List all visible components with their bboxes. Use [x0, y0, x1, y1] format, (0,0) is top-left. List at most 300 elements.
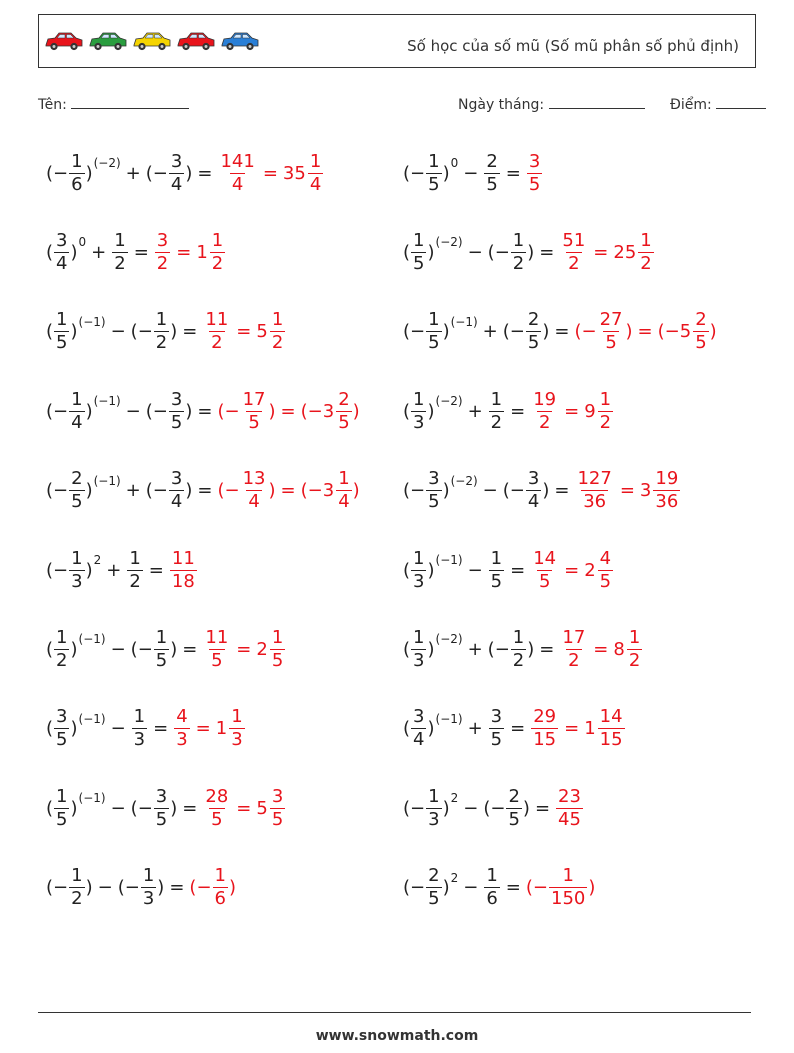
exponent: (−1) — [78, 791, 106, 806]
open-paren: ( — [46, 480, 54, 502]
operator: = — [593, 638, 609, 660]
fraction — [270, 309, 285, 354]
fraction — [484, 151, 499, 196]
answer — [526, 151, 543, 196]
open-paren: ( — [525, 877, 533, 899]
close-paren: ) — [442, 877, 450, 899]
problem-2 — [403, 143, 543, 203]
numerator: 1 — [413, 229, 425, 251]
numerator: 23 — [558, 785, 581, 807]
denominator: 2 — [129, 570, 141, 592]
exponent: (−1) — [450, 314, 478, 329]
fraction — [169, 151, 184, 196]
fraction — [229, 706, 244, 751]
open-paren: ( — [217, 400, 225, 422]
numerator: 2 — [695, 309, 707, 331]
open-paren: ( — [46, 638, 54, 660]
numerator: 1 — [490, 547, 503, 569]
minus-sign: − — [53, 559, 69, 581]
minus-sign: − — [224, 400, 240, 422]
fraction — [575, 468, 613, 513]
fraction — [54, 230, 69, 275]
denominator: 3 — [176, 729, 188, 751]
operator: = — [539, 638, 555, 660]
close-paren: ) — [709, 321, 717, 343]
whole-number: 1 — [196, 241, 208, 263]
numerator: 28 — [205, 785, 229, 807]
denominator: 5 — [538, 570, 551, 592]
open-paren: ( — [46, 321, 54, 343]
fraction — [484, 865, 499, 910]
denominator: 5 — [56, 332, 68, 354]
problem-13 — [46, 619, 286, 679]
fraction — [598, 309, 625, 354]
operator: = — [148, 559, 164, 581]
close-paren: ) — [170, 638, 178, 660]
numerator: 2 — [338, 388, 350, 410]
denominator: 5 — [428, 173, 440, 195]
operator: = — [505, 162, 521, 184]
open-paren: ( — [574, 321, 582, 343]
numerator: 11 — [205, 626, 229, 648]
fraction — [526, 468, 541, 513]
problem-1 — [46, 143, 324, 203]
denominator: 2 — [156, 252, 169, 274]
numerator: 17 — [242, 388, 266, 410]
denominator: 4 — [527, 491, 540, 513]
denominator: 2 — [538, 411, 551, 433]
denominator: 5 — [211, 808, 223, 830]
date-label: Ngày tháng: — [458, 97, 545, 113]
open-paren: ( — [403, 877, 411, 899]
score-field — [670, 95, 766, 113]
minus-sign: − — [152, 480, 168, 502]
minus-sign: − — [509, 480, 525, 502]
denominator: 3 — [133, 729, 146, 751]
minus-sign: − — [224, 480, 240, 502]
exponent: 0 — [450, 156, 459, 170]
numerator: 1 — [56, 785, 68, 807]
exponent: (−1) — [78, 711, 106, 726]
close-paren: ) — [542, 321, 550, 343]
answer — [217, 468, 359, 513]
close-paren: ) — [85, 480, 93, 502]
fraction — [693, 309, 708, 354]
fraction — [308, 151, 323, 196]
open-paren: ( — [117, 877, 125, 899]
open-paren: ( — [46, 400, 54, 422]
minus-sign: − — [494, 638, 510, 660]
numerator: 3 — [155, 785, 168, 807]
fraction — [411, 706, 426, 751]
denominator: 45 — [558, 808, 581, 830]
denominator: 6 — [486, 888, 498, 910]
open-paren: ( — [502, 480, 510, 502]
name-label: Tên: — [38, 97, 67, 113]
fraction — [426, 151, 441, 196]
fraction — [411, 627, 426, 672]
numerator: 1 — [271, 626, 284, 648]
fraction — [531, 548, 558, 593]
fraction — [270, 627, 285, 672]
exponent: (−1) — [435, 711, 463, 726]
exponent: (−1) — [78, 314, 106, 329]
denominator: 5 — [527, 332, 540, 354]
open-paren: ( — [145, 162, 153, 184]
open-paren: ( — [145, 400, 153, 422]
close-paren: ) — [185, 162, 193, 184]
numerator: 1 — [413, 626, 425, 648]
close-paren: ) — [70, 797, 78, 819]
answer — [202, 786, 286, 831]
car-icon — [131, 29, 173, 53]
numerator: 1 — [142, 865, 155, 887]
numerator: 1 — [628, 626, 641, 648]
problem-6 — [403, 302, 717, 362]
denominator: 5 — [428, 332, 440, 354]
numerator: 4 — [176, 706, 188, 728]
fraction — [112, 230, 127, 275]
operator: = — [182, 321, 198, 343]
denominator: 5 — [490, 729, 503, 751]
open-paren: ( — [46, 162, 54, 184]
operator: = — [176, 241, 192, 263]
operator: − — [467, 241, 483, 263]
numerator: 2 — [71, 468, 83, 490]
denominator: 3 — [413, 570, 425, 592]
operator: = — [510, 718, 526, 740]
denominator: 3 — [71, 570, 83, 592]
score-label: Điểm: — [670, 97, 712, 113]
numerator: 2 — [508, 785, 520, 807]
close-paren: ) — [70, 241, 78, 263]
fraction — [69, 389, 84, 434]
whole-number: 25 — [613, 241, 637, 263]
numerator: 1 — [214, 865, 226, 887]
denominator: 4 — [231, 173, 244, 195]
denominator: 15 — [599, 729, 623, 751]
fraction — [210, 230, 225, 275]
denominator: 4 — [309, 173, 322, 195]
fraction — [54, 309, 69, 354]
open-paren: ( — [46, 559, 54, 581]
numerator: 3 — [490, 706, 503, 728]
fraction — [132, 706, 147, 751]
worksheet-header — [38, 14, 756, 68]
fraction — [54, 627, 69, 672]
car-icon — [43, 29, 85, 53]
minus-sign: − — [410, 162, 426, 184]
numerator: 1 — [155, 626, 168, 648]
car-icon — [175, 29, 217, 53]
operator: + — [482, 321, 498, 343]
close-paren: ) — [70, 718, 78, 740]
numerator: 1 — [231, 706, 243, 728]
open-paren: ( — [403, 638, 411, 660]
numerator: 29 — [533, 706, 557, 728]
operator: = — [280, 480, 296, 502]
denominator: 2 — [56, 649, 68, 671]
denominator: 150 — [551, 888, 586, 910]
operator: − — [463, 877, 479, 899]
fraction — [489, 706, 504, 751]
denominator: 6 — [71, 173, 83, 195]
operator: = — [236, 797, 252, 819]
denominator: 5 — [413, 252, 425, 274]
answer — [530, 706, 625, 751]
name-field — [38, 95, 189, 113]
numerator: 19 — [533, 388, 557, 410]
numerator: 1 — [309, 150, 322, 172]
open-paren: ( — [403, 321, 411, 343]
denominator: 5 — [170, 411, 183, 433]
denominator: 3 — [231, 729, 243, 751]
fraction — [218, 151, 256, 196]
open-paren: ( — [46, 718, 54, 740]
fraction — [203, 309, 230, 354]
numerator: 3 — [428, 468, 440, 490]
denominator: 3 — [413, 649, 425, 671]
date-blank[interactable] — [549, 95, 645, 109]
close-paren: ) — [70, 638, 78, 660]
fraction — [560, 627, 587, 672]
denominator: 5 — [211, 649, 223, 671]
numerator: 11 — [171, 547, 195, 569]
numerator: 2 — [486, 150, 498, 172]
exponent: (−2) — [93, 156, 121, 170]
score-blank[interactable] — [716, 95, 766, 109]
exponent: (−2) — [435, 394, 463, 409]
fraction — [426, 865, 441, 910]
denominator: 4 — [170, 173, 183, 195]
minus-sign: − — [532, 877, 549, 899]
car-icon — [87, 29, 129, 53]
answer — [555, 786, 584, 831]
operator: − — [463, 797, 479, 819]
fraction — [411, 230, 426, 275]
denominator: 2 — [271, 332, 284, 354]
exponent: (−1) — [93, 394, 121, 409]
open-paren: ( — [403, 480, 411, 502]
denominator: 5 — [248, 411, 260, 433]
open-paren: ( — [403, 559, 411, 581]
operator: = — [564, 400, 580, 422]
operator: = — [197, 480, 213, 502]
numerator: 1 — [512, 229, 525, 251]
numerator: 3 — [528, 150, 541, 172]
operator: − — [125, 400, 141, 422]
fraction — [627, 627, 642, 672]
operator: − — [467, 559, 483, 581]
car-icon — [219, 29, 261, 53]
denominator: 4 — [56, 252, 68, 274]
operator: = — [262, 162, 278, 184]
minus-sign: − — [410, 321, 426, 343]
open-paren: ( — [657, 321, 665, 343]
operator: = — [236, 638, 252, 660]
denominator: 5 — [428, 888, 440, 910]
operator: = — [169, 877, 185, 899]
problem-8 — [403, 381, 614, 441]
close-paren: ) — [588, 877, 596, 899]
numerator: 1 — [413, 547, 425, 569]
whole-number: 2 — [256, 638, 268, 660]
minus-sign: − — [137, 797, 153, 819]
operator: = — [153, 718, 169, 740]
minus-sign: − — [410, 877, 426, 899]
numerator: 1 — [640, 229, 652, 251]
problem-5 — [46, 302, 286, 362]
fraction — [426, 468, 441, 513]
operator: − — [110, 718, 126, 740]
operator: = — [182, 638, 198, 660]
denominator: 5 — [271, 808, 284, 830]
open-paren: ( — [487, 638, 495, 660]
minus-sign: − — [137, 638, 153, 660]
numerator: 1 — [271, 309, 284, 331]
exponent: (−2) — [450, 473, 478, 488]
exponent: 2 — [450, 870, 459, 885]
numerator: 3 — [156, 229, 169, 251]
close-paren: ) — [542, 480, 550, 502]
whole-number: −3 — [307, 400, 335, 422]
open-paren: ( — [300, 480, 308, 502]
open-paren: ( — [46, 877, 54, 899]
operator: = — [197, 162, 213, 184]
close-paren: ) — [522, 797, 530, 819]
numerator: 4 — [599, 547, 612, 569]
operator: − — [482, 480, 498, 502]
problem-12 — [403, 540, 614, 600]
open-paren: ( — [403, 797, 411, 819]
fraction — [69, 151, 84, 196]
whole-number: −5 — [664, 321, 692, 343]
fraction — [556, 786, 583, 831]
open-paren: ( — [403, 162, 411, 184]
open-paren: ( — [217, 480, 225, 502]
numerator: 1 — [338, 468, 350, 490]
problem-10 — [403, 461, 681, 521]
problem-18 — [403, 778, 584, 838]
denominator: 5 — [155, 808, 168, 830]
problem-17 — [46, 778, 286, 838]
numerator: 1 — [211, 229, 224, 251]
answer — [189, 865, 236, 910]
denominator: 5 — [428, 491, 440, 513]
answer — [574, 468, 681, 513]
numerator: 14 — [599, 706, 623, 728]
open-paren: ( — [403, 718, 411, 740]
operator: = — [619, 480, 635, 502]
operator: = — [510, 400, 526, 422]
name-blank[interactable] — [71, 95, 189, 109]
minus-sign: − — [53, 480, 69, 502]
open-paren: ( — [403, 241, 411, 263]
open-paren: ( — [46, 241, 54, 263]
answer — [530, 548, 614, 593]
fraction — [154, 786, 169, 831]
close-paren: ) — [157, 877, 165, 899]
operator: = — [564, 718, 580, 740]
fraction — [69, 548, 84, 593]
exponent: 2 — [93, 553, 102, 567]
minus-sign: − — [152, 400, 168, 422]
minus-sign: − — [152, 162, 168, 184]
operator: + — [106, 559, 122, 581]
numerator: 2 — [428, 865, 440, 887]
minus-sign: − — [124, 877, 140, 899]
numerator: 17 — [562, 626, 586, 648]
numerator: 3 — [56, 706, 68, 728]
fraction — [127, 548, 142, 593]
open-paren: ( — [130, 321, 138, 343]
denominator: 18 — [171, 570, 195, 592]
problem-14 — [403, 619, 643, 679]
operator: = — [534, 797, 551, 819]
operator: − — [463, 162, 479, 184]
close-paren: ) — [442, 797, 450, 819]
fraction — [489, 389, 504, 434]
fraction — [426, 309, 441, 354]
numerator: 11 — [205, 309, 229, 331]
close-paren: ) — [185, 480, 193, 502]
numerator: 1 — [490, 388, 503, 410]
denominator: 15 — [533, 729, 557, 751]
denominator: 4 — [170, 491, 183, 513]
close-paren: ) — [268, 400, 276, 422]
numerator: 1 — [155, 309, 168, 331]
answer — [217, 151, 324, 196]
denominator: 4 — [71, 411, 83, 433]
minus-sign: − — [196, 877, 212, 899]
fraction — [154, 627, 169, 672]
fraction — [411, 389, 426, 434]
fraction — [174, 706, 189, 751]
whole-number: 5 — [256, 797, 268, 819]
fraction — [506, 786, 521, 831]
numerator: 3 — [170, 468, 183, 490]
fraction — [511, 230, 526, 275]
operator: = — [554, 321, 570, 343]
numerator: 3 — [56, 229, 68, 251]
operator: = — [554, 480, 570, 502]
operator: = — [280, 400, 296, 422]
denominator: 36 — [655, 491, 679, 513]
fraction — [54, 706, 69, 751]
close-paren: ) — [442, 321, 450, 343]
numerator: 1 — [71, 547, 83, 569]
operator: − — [110, 797, 126, 819]
footer-url: www.snowmath.com — [315, 1028, 479, 1044]
minus-sign: − — [53, 877, 69, 899]
numerator: 1 — [71, 388, 83, 410]
numerator: 1 — [71, 150, 83, 172]
fraction — [241, 468, 268, 513]
close-paren: ) — [85, 162, 93, 184]
operator: − — [110, 321, 126, 343]
fraction — [169, 389, 184, 434]
numerator: 3 — [170, 150, 183, 172]
operator: = — [564, 559, 580, 581]
answer — [559, 230, 654, 275]
exponent: (−1) — [93, 473, 121, 488]
close-paren: ) — [170, 797, 178, 819]
close-paren: ) — [170, 321, 178, 343]
fraction — [426, 786, 441, 831]
operator: + — [467, 718, 483, 740]
numerator: 1 — [512, 626, 525, 648]
denominator: 4 — [338, 491, 350, 513]
